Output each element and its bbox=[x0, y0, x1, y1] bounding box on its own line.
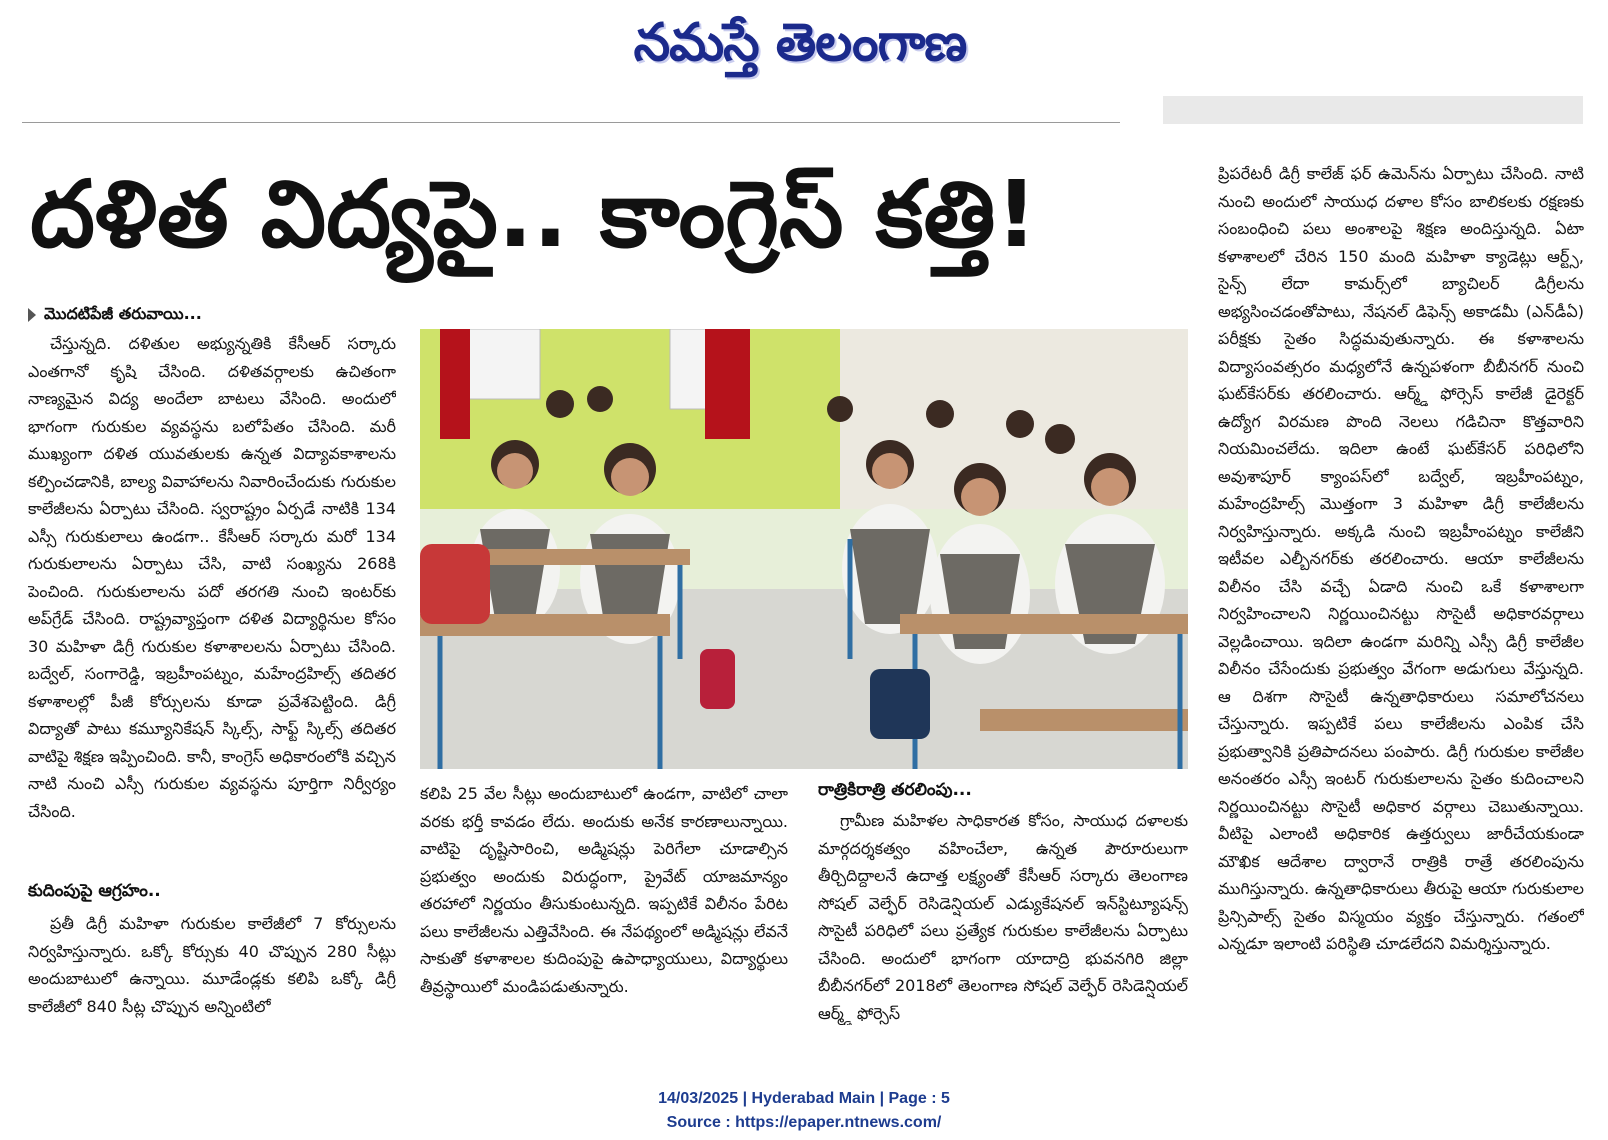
headline: దళిత విద్యపై.. కాంగ్రెస్ కత్తి! bbox=[30, 161, 1038, 268]
column3-paragraph: గ్రామీణ మహిళల సాధికారత కోసం, సాయుధ దళాలకు మార్గదర్శకత్వం వహించేలా, ఉన్నత పౌరూరులుగా తీర్చిదిద్దాలనే ఉదాత్త లక్ష్యంతో కేసీఆర్ సర్కారు తెలంగాణ సోషల్ వెల్ఫేర్ రెసిడెన్షియల్ ఎడ్యుకేషనల్ ఇన్‌స్టిట్యూషన్స్ సొసైటీ పరిధిలో పలు ప్రత్యేక గురుకుల కాలేజీలను ఏర్పాటు చేసింది. అందులో భాగంగా యాదాద్రి భువనగిరి జిల్లా బీబీనగర్‌లో 2018లో తెలంగాణ సోషల్ వెల్ఫేర్ రెసిడెన్షియల్ ఆర్మ్డ్ ఫోర్సెస్ bbox=[818, 811, 1188, 1023]
kicker-text: మొదటిపేజీ తరువాయి... bbox=[44, 304, 202, 323]
article-column-1-continued bbox=[28, 910, 396, 1022]
column1-paragraph-2: ప్రతీ డిగ్రీ మహిళా గురుకుల కాలేజీలో 7 కోర్సులను నిర్వహిస్తున్నారు. ఒక్కో కోర్సుకు 40 చొప్పున 280 సీట్లు అందుబాటులో ఉన్నాయి. మూడేండ్లకు కలిపి ఒక్కో డిగ్రీ కాలేజీలో 840 సీట్ల చొప్పున అన్నింటిలో bbox=[28, 914, 396, 1016]
column3-subhead: రాత్రికిరాత్రి తరలింపు... bbox=[818, 780, 972, 800]
column1-paragraph-1: చేస్తున్నది. దళితుల అభ్యున్నతికి కేసీఆర్ సర్కారు ఎంతగానో కృషి చేసింది. దళితవర్గాలకు ఉచితంగా నాణ్యమైన విద్య అందేలా బాటలు వేసింది. అందులో భాగంగా గురుకుల వ్యవస్థను బలోపేతం చేసింది. మరీ ముఖ్యంగా దళిత యువతులకు ఉన్నత విద్యావకాశాలను కల్పించడానికి, బాల్య వివాహాలను నివారించేందుకు గురుకుల కాలేజీలను ఏర్పాటు చేసింది. స్వరాష్ట్రం ఏర్పడే నాటికి 134 ఎస్సీ గురుకులాలు ఉండగా.. కేసీఆర్ సర్కారు మరో 134 గురుకులాలను ఏర్పాటు చేసి, వాటి సంఖ్యను 268కి పెంచింది. గురుకులాలను పదో తరగతి నుంచి ఇంటర్‌కు అప్‌గ్రేడ్ చేసింది. రాష్ట్రవ్యాప్తంగా దళిత విద్యార్థినుల కోసం 30 మహిళా డిగ్రీ గురుకుల కళాశాలలను ఏర్పాటు చేసింది. బద్వేల్, సంగారెడ్డి, ఇబ్రహీంపట్నం, మహేంద్రహిల్స్ తదితర కళాశాలల్లో పీజీ కోర్సులను కూడా ప్రవేశపెట్టింది. డిగ్రీ విద్యాతో పాటు కమ్యూనికేషన్ స్కిల్స్, సాఫ్ట్ స్కిల్స్ తదితర వాటిపై శిక్షణ ఇప్పించింది. కానీ, కాంగ్రెస్ అధికారంలోకి వచ్చిన నాటి నుంచి ఎస్సీ గురుకుల వ్యవస్థను పూర్తిగా నిర్వీర్యం చేసింది. bbox=[28, 334, 396, 821]
header-divider bbox=[22, 122, 1120, 123]
footer-source: Source : https://epaper.ntnews.com/ bbox=[666, 1114, 942, 1131]
classroom-photo bbox=[420, 329, 1188, 769]
article-column-2 bbox=[420, 780, 788, 1025]
masthead-logo bbox=[560, 8, 1040, 78]
classroom-photo-illustration bbox=[420, 329, 1188, 769]
article-column-3 bbox=[818, 807, 1188, 1025]
footer-edition-info: 14/03/2025 | Hyderabad Main | Page : 5 bbox=[658, 1090, 950, 1107]
article-column-1 bbox=[28, 330, 396, 875]
chevron-right-icon bbox=[28, 308, 36, 322]
masthead-title: నమస్తే తెలంగాణ bbox=[633, 12, 967, 73]
continuation-kicker bbox=[28, 302, 388, 326]
top-right-shaded-box bbox=[1163, 96, 1583, 124]
column2-paragraph: కలిపి 25 వేల సీట్లు అందుబాటులో ఉండగా, వాటిలో చాలా వరకు భర్తీ కావడం లేదు. అందుకు అనేక కారణాలున్నాయి. వాటిపై దృష్టిసారించి, అడ్మిషన్లు పెరిగేలా చూడాల్సిన ప్రభుత్వం అందుకు విరుద్ధంగా, ప్రైవేట్ యాజమాన్యం తరహాలో నిర్ణయం తీసుకుంటున్నది. ఇప్పటికే విలీనం పేరిట పలు కాలేజీలను ఎత్తివేసింది. ఈ నేపథ్యంలో అడ్మిషన్లు లేవనే సాకుతో కళాశాలల కుదింపుపై ఉపాధ్యాయులు, విద్యార్థులు తీవ్రస్థాయిలో మండిపడుతున్నారు. bbox=[420, 784, 788, 996]
column4-paragraph: ప్రిపరేటరీ డిగ్రీ కాలేజ్ ఫర్ ఉమెన్‌ను ఏర్పాటు చేసింది. నాటి నుంచి అందులో సాయుధ దళాల కోసం బాలికలకు రక్షణకు సంబంధించి పలు అంశాలపై శిక్షణ అందిస్తున్నది. ఏటా కళాశాలలో చేరిన 150 మంది మహిళా క్యాడెట్లు ఆర్ట్స్, సైన్స్ లేదా కామర్స్‌లో బ్యాచిలర్ డిగ్రీలను అభ్యసించడంతోపాటు, నేషనల్ డిఫెన్స్ అకాడమీ (ఎన్‌డీఏ) పరీక్షకు సైతం సిద్ధమవుతున్నారు. ఈ కళాశాలను విద్యాసంవత్సరం మధ్యలోనే ఉన్నపళంగా బీబీనగర్ నుంచి ఘట్‌కేసర్‌కు తరలించారు. ఆర్మ్డ్ ఫోర్సెస్ కాలేజీ డైరెక్టర్ ఉద్యోగ విరమణ పొంది నెలలు గడిచినా కొత్తవారిని నియమించలేదు. ఇదిలా ఉంటే ఘట్‌కేసర్ పరిధిలోని అవుశాపూర్ క్యాంపస్‌లో బద్వేల్, ఇబ్రహీంపట్నం, మహేంద్రహిల్స్ మొత్తంగా 3 మహిళా డిగ్రీ కాలేజీలను నిర్వహిస్తున్నారు. అక్కడి నుంచి ఇబ్రహీంపట్నం కాలేజీని ఇటీవల ఎల్బీనగర్‌కు తరలించారు. ఆయా కాలేజీలను విలీనం చేసి వచ్చే ఏడాది నుంచి ఒకే కళాశాలగా నిర్వహించాలని నిర్ణయించినట్టు సొసైటీ అధికారవర్గాలు వెల్లడించాయి. ఇదిలా ఉండగా మరిన్ని ఎస్సీ డిగ్రీ కాలేజీల విలీనం చేసేందుకు ప్రభుత్వం వేగంగా అడుగులు వేస్తున్నది. ఆ దిశగా సొసైటీ ఉన్నతాధికారులు సమాలోచనలు చేస్తున్నారు. ఇప్పటికే పలు కాలేజీలను ఎంపిక చేసి ప్రభుత్వానికి ప్రతిపాదనలు పంపారు. డిగ్రీ గురుకుల కాలేజీల అనంతరం ఎస్సీ ఇంటర్ గురుకులాలను సైతం కుదించాలని నిర్ణయించినట్టు సొసైటీ అధికార వర్గాలు చెబుతున్నాయి. వీటిపై ఎలాంటి అధికారిక ఉత్తర్వులు జారీచేయకుండా మౌఖిక ఆదేశాల ద్వారానే రాత్రికి రాత్రే తరలింపును ముగిస్తున్నారు. ఉన్నతాధికారులు తీరుపై ఆయా గురుకులాల ప్రిన్సిపాల్స్ సైతం విస్మయం వ్యక్తం చేస్తున్నారు. గతంలో ఎన్నడూ ఇలాంటి పరిస్థితి చూడలేదని విమర్శిస్తున్నారు. bbox=[1218, 164, 1584, 953]
column1-subhead: కుదింపుపై ఆగ్రహం.. bbox=[28, 881, 161, 901]
article-column-4 bbox=[1218, 160, 1584, 1025]
